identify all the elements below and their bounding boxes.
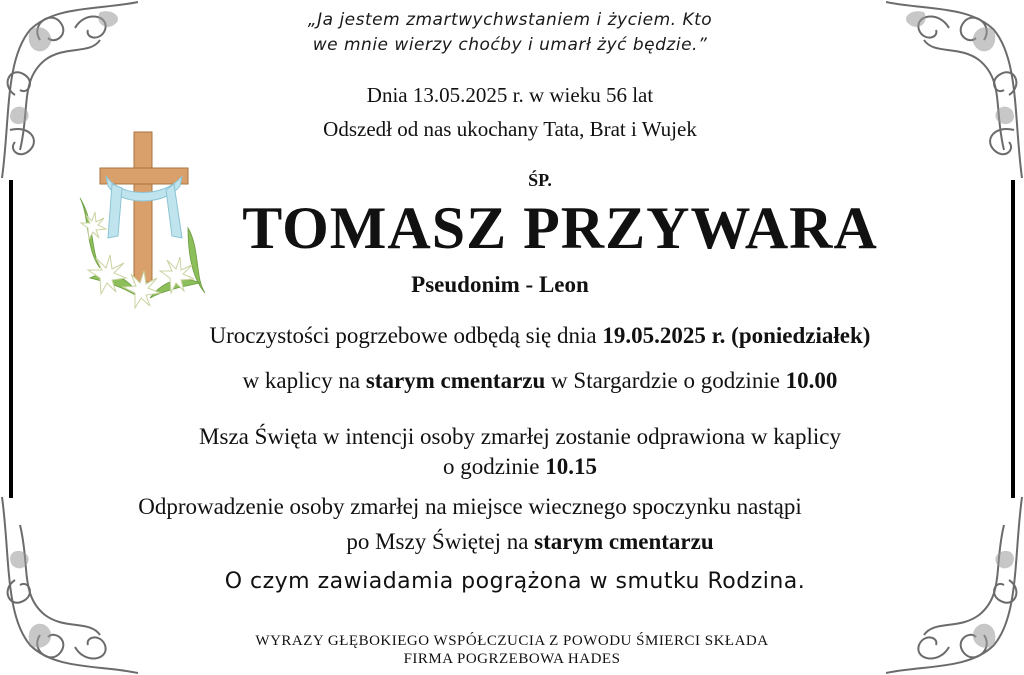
funeral-cemetery-bold: starym cmentarzu — [365, 368, 546, 393]
corner-ornament-top-right — [884, 0, 1024, 180]
alias-line: Pseudonim - Leon — [411, 272, 589, 297]
procession-text: po Mszy Świętej na — [346, 529, 535, 554]
funeral-place-text: w kaplicy na — [242, 368, 366, 393]
procession-line-2 — [80, 527, 980, 557]
procession-line-1: Odprowadzenie osoby zmarłej na miejsce wiecznego spoczynku nastąpi — [138, 494, 802, 519]
funeral-place-mid: w Stargardzie o godzinie — [545, 368, 786, 393]
name-prefix: ŚP. — [528, 170, 552, 190]
deceased-name: TOMASZ PRZYWARA — [242, 195, 878, 261]
death-date-line: Dnia 13.05.2025 r. w wieku 56 lat — [366, 83, 654, 107]
funeral-date-text: Uroczystości pogrzebowe odbędą się dnia — [209, 323, 603, 348]
funeral-place-line — [60, 366, 1020, 396]
condolence-footer — [140, 632, 884, 668]
mass-line-2 — [40, 452, 1000, 482]
mass-line-1: Msza Święta w intencji osoby zmarłej zostanie odprawiona w kaplicy — [199, 424, 841, 449]
funeral-date-line — [60, 321, 1020, 351]
procession-cemetery-bold: starym cmentarzu — [534, 529, 714, 554]
footer-line-1: WYRAZY GŁĘBOKIEGO WSPÓŁCZUCIA Z POWODU ŚMIERCI SKŁADA — [255, 633, 769, 649]
scripture-quote — [240, 8, 780, 58]
family-notice-line: O czym zawiadamia pogrążona w smutku Rodzina. — [224, 569, 806, 594]
mass-time-text: o godzinie — [443, 454, 546, 479]
mass-time-bold: 10.15 — [545, 454, 597, 479]
quote-line-1: „Ja jestem zmartwychwstaniem i życiem. Kto — [307, 10, 713, 30]
floral-scroll-icon — [884, 0, 1024, 180]
departed-line: Odszedł od nas ukochany Tata, Brat i Wujek — [323, 117, 697, 141]
funeral-time-bold: 10.00 — [785, 368, 838, 393]
quote-line-2: we mnie wierzy choćby i umarł żyć będzie.” — [312, 35, 708, 55]
frame-bar-left — [9, 180, 13, 498]
footer-line-2: FIRMA POGRZEBOWA HADES — [403, 651, 621, 667]
funeral-date-bold: 19.05.2025 r. (poniedziałek) — [602, 323, 871, 348]
